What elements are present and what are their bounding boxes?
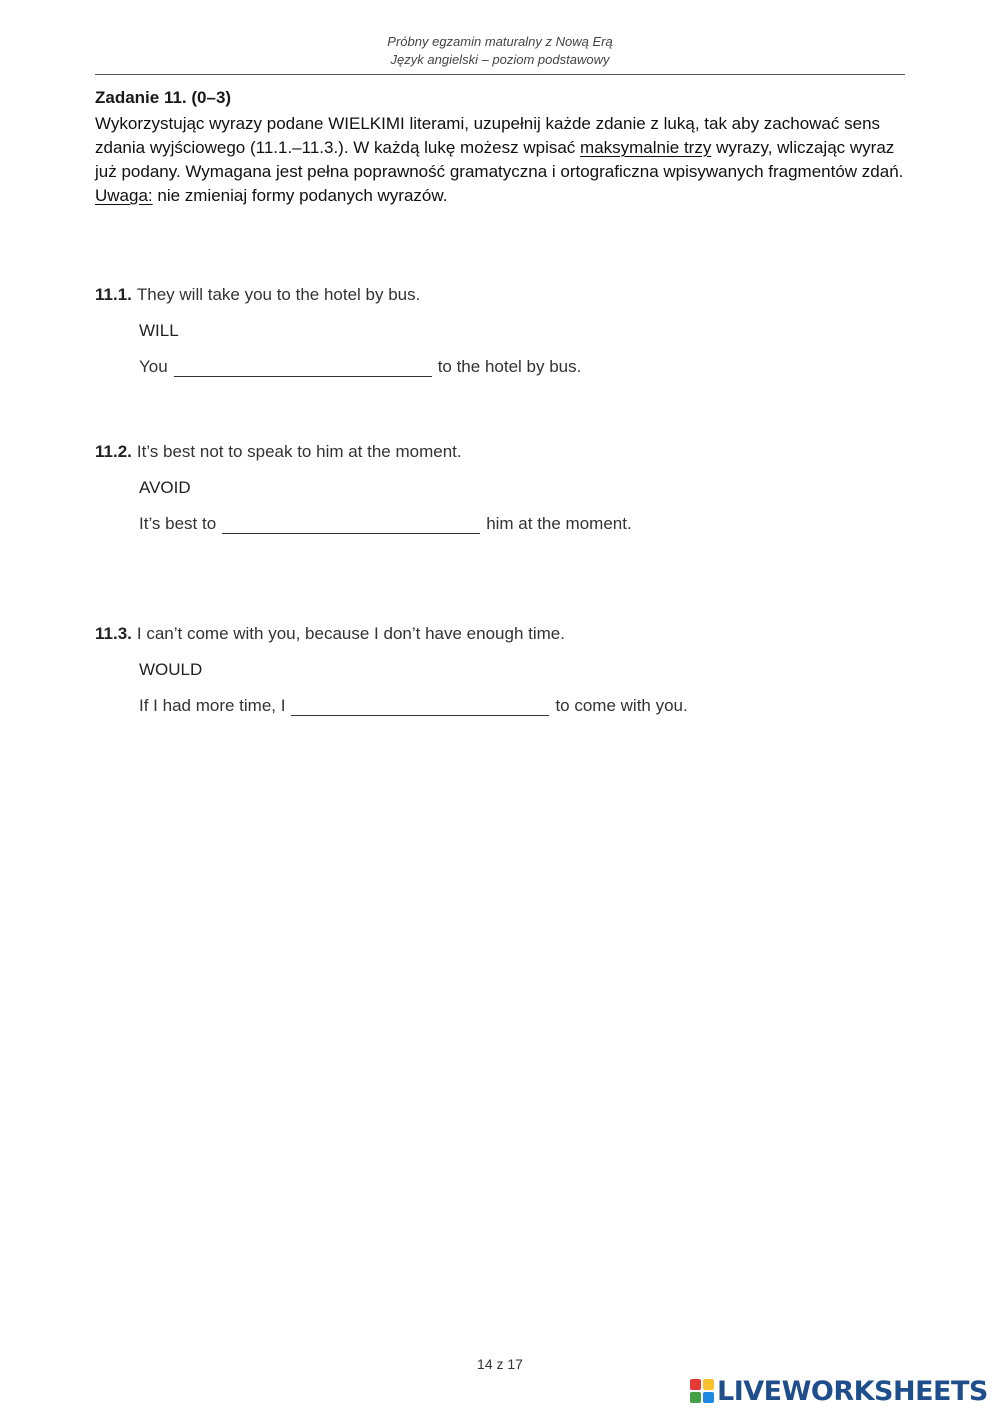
instructions-text-b: wyrazy, wliczając wyraz już podany. Wymagana jest pełna poprawność gramatyczna i ortograficzna wpisywanych fragmentów zdań. <box>95 138 904 181</box>
answer-gap[interactable] <box>291 695 549 716</box>
item-number: 11.2. <box>95 442 132 461</box>
sentence-text: They will take you to the hotel by bus. <box>136 285 421 304</box>
exercise-item <box>95 622 905 718</box>
sentence-text: I can’t come with you, because I don’t have enough time. <box>136 624 565 643</box>
instructions-emphasis: maksymalnie trzy <box>580 138 712 157</box>
exercise-item <box>95 440 905 536</box>
item-number: 11.3. <box>95 624 132 643</box>
logo-block <box>703 1379 714 1390</box>
instructions-text-a: Wykorzystując wyrazy podane WIELKIMI literami, uzupełnij każde zdanie z luką, tak aby zachować sens zdania wyjściowego (11.1.–11.3.). W każdą lukę możesz wpisać <box>95 114 881 157</box>
keyword: WOULD <box>139 660 203 679</box>
note-text: nie zmieniaj formy podanych wyrazów. <box>152 186 448 205</box>
answer-line <box>139 694 905 718</box>
page-number: 14 z 17 <box>477 1356 523 1372</box>
source-sentence <box>95 283 905 307</box>
live-blocks-icon <box>690 1379 714 1403</box>
answer-gap[interactable] <box>222 513 480 534</box>
header-line-2: Język angielski – poziom podstawowy <box>390 52 610 67</box>
answer-gap[interactable] <box>174 356 432 377</box>
source-sentence <box>95 622 905 646</box>
logo-block <box>690 1392 701 1403</box>
answer-suffix: him at the moment. <box>486 514 632 533</box>
page-header <box>95 33 905 69</box>
answer-line <box>139 512 905 536</box>
exercise-item <box>95 283 905 379</box>
header-divider <box>95 74 905 75</box>
answer-suffix: to come with you. <box>555 696 688 715</box>
keyword: WILL <box>139 321 179 340</box>
logo-text: LIVEWORKSHEETS <box>717 1375 988 1407</box>
liveworksheets-logo[interactable] <box>690 1376 988 1406</box>
answer-suffix: to the hotel by bus. <box>437 357 582 376</box>
keyword: AVOID <box>139 478 191 497</box>
header-line-1: Próbny egzamin maturalny z Nową Erą <box>387 34 613 49</box>
task-title: Zadanie 11. (0–3) <box>95 88 232 107</box>
answer-prefix: If I had more time, I <box>139 696 286 715</box>
item-number: 11.1. <box>95 285 132 304</box>
task-instructions <box>95 112 905 208</box>
source-sentence <box>95 440 905 464</box>
answer-line <box>139 355 905 379</box>
note-label: Uwaga: <box>95 186 153 205</box>
logo-block <box>703 1392 714 1403</box>
sentence-text: It’s best not to speak to him at the moment. <box>136 442 462 461</box>
logo-block <box>690 1379 701 1390</box>
answer-prefix: It’s best to <box>139 514 217 533</box>
answer-prefix: You <box>139 357 168 376</box>
